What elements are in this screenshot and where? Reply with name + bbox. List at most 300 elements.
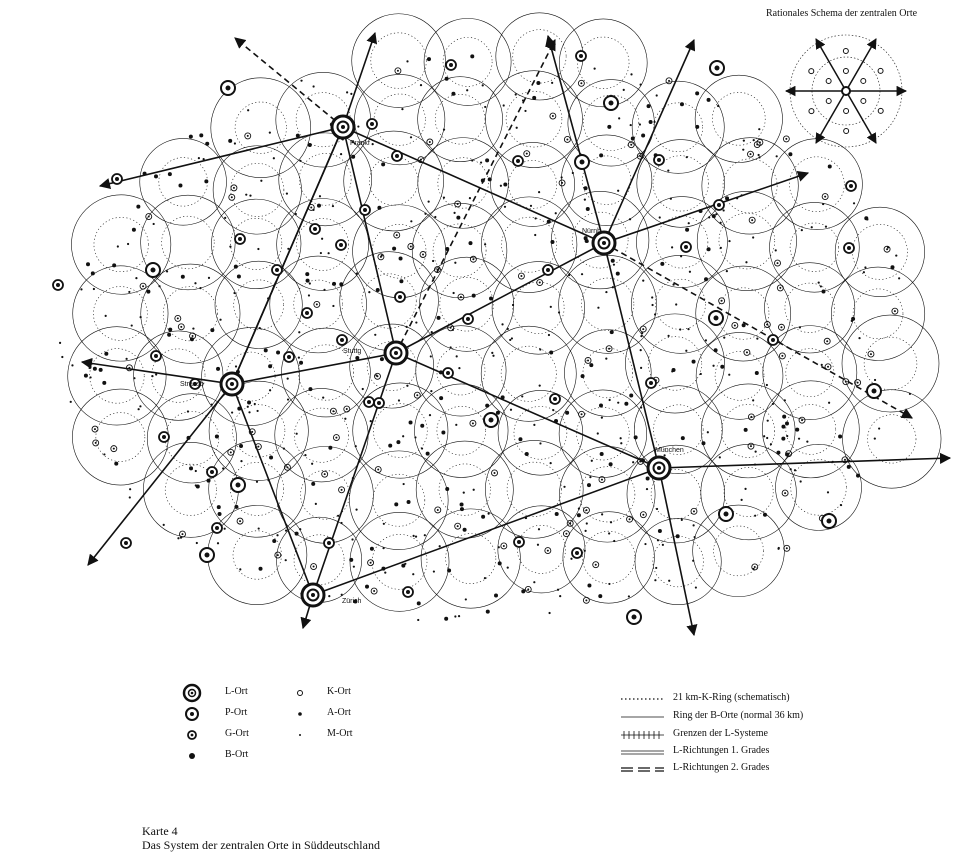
l-ort-marker — [385, 342, 407, 364]
m-ort-dot — [685, 350, 687, 352]
m-ort-dot — [404, 563, 406, 565]
a-ort-dot — [485, 158, 489, 162]
k-ort-marker — [579, 411, 585, 417]
m-ort-dot — [257, 248, 259, 250]
m-ort-dot — [720, 247, 722, 249]
a-ort-dot — [525, 452, 529, 456]
m-ort-dot — [667, 335, 669, 337]
g-ort-marker — [446, 60, 456, 70]
k-ort-marker — [824, 338, 830, 344]
m-ort-dot — [770, 443, 772, 445]
a-ort-dot — [720, 365, 724, 369]
k-ort-ring — [581, 278, 634, 331]
a-ort-dot — [456, 216, 460, 220]
k-ort-ring — [159, 158, 208, 207]
m-ort-dot — [561, 176, 563, 178]
m-ort-dot — [351, 538, 353, 540]
m-ort-dot — [247, 406, 249, 408]
k-ort-ring — [864, 337, 917, 390]
m-ort-dot — [584, 550, 586, 552]
a-ort-dot — [114, 462, 118, 466]
g-ort-marker — [364, 397, 374, 407]
m-ort-dot — [443, 197, 445, 199]
m-ort-dot — [656, 94, 658, 96]
m-ort-dot — [640, 84, 642, 86]
m-ort-dot — [269, 389, 271, 391]
m-ort-dot — [299, 528, 301, 530]
m-ort-dot — [557, 589, 559, 591]
p-ort-marker — [710, 61, 724, 75]
k-ort-ring — [369, 157, 418, 206]
m-ort-dot — [550, 306, 552, 308]
l-direction-line — [232, 127, 343, 384]
k-ort-marker — [545, 548, 551, 554]
k-ort-ring — [233, 531, 281, 579]
a-ort-dot — [503, 183, 507, 187]
m-ort-dot — [346, 91, 348, 93]
g-ort-marker — [443, 368, 453, 378]
m-ort-dot — [530, 205, 532, 207]
a-ort-dot — [104, 352, 108, 356]
m-ort-dot — [432, 260, 434, 262]
k-ort-marker — [775, 260, 781, 266]
a-ort-dot — [565, 411, 569, 415]
m-ort-dot — [103, 453, 105, 455]
m-ort-dot — [693, 524, 695, 526]
m-ort-dot — [133, 377, 135, 379]
m-ort-dot — [273, 157, 275, 159]
m-ort-dot — [758, 154, 760, 156]
b-ort-ring — [270, 256, 367, 353]
b-ort-ring — [634, 386, 722, 474]
m-ort-dot — [439, 545, 441, 547]
k-ort-marker — [435, 507, 441, 513]
b-ort-ring — [72, 389, 168, 485]
m-ort-dot — [767, 420, 769, 422]
k-ort-marker — [784, 545, 790, 551]
m-ort-dot — [524, 110, 526, 112]
b-ort-ring — [843, 390, 941, 488]
k-ort-ring — [714, 526, 764, 576]
a-ort-dot — [445, 77, 449, 81]
m-ort-dot — [217, 542, 219, 544]
a-ort-dot — [856, 474, 860, 478]
g-ort-marker — [681, 242, 691, 252]
m-ort-dot — [700, 373, 702, 375]
m-ort-dot — [406, 60, 408, 62]
a-ort-dot — [272, 539, 276, 543]
m-ort-dot — [675, 303, 677, 305]
a-ort-dot — [349, 558, 353, 562]
m-ort-dot — [659, 216, 661, 218]
p-ort-marker — [200, 548, 214, 562]
l-ort-marker — [332, 116, 354, 138]
b-ort-ring — [416, 326, 506, 416]
a-ort-dot — [189, 466, 193, 470]
m-ort-dot — [742, 149, 744, 151]
a-ort-dot — [864, 216, 868, 220]
k-ort-marker — [666, 78, 672, 84]
m-ort-dot — [424, 534, 426, 536]
m-ort-dot — [315, 503, 317, 505]
a-ort-dot — [196, 484, 200, 488]
k-ort-ring — [94, 217, 148, 271]
a-ort-dot — [781, 425, 785, 429]
g-ort-marker — [112, 174, 122, 184]
b-ort-ring — [492, 262, 585, 355]
m-ort-dot — [412, 573, 414, 575]
p-ort-marker — [867, 384, 881, 398]
b-ort-ring — [481, 326, 576, 421]
m-ort-dot — [510, 409, 512, 411]
a-ort-dot — [216, 367, 220, 371]
a-ort-dot — [380, 357, 384, 361]
k-ort-marker — [822, 194, 828, 200]
m-ort-dot — [794, 469, 796, 471]
a-ort-symbol — [298, 712, 302, 716]
g-ort-marker — [207, 467, 217, 477]
m-ort-dot — [259, 327, 261, 329]
a-ort-dot — [634, 435, 638, 439]
k-ort-marker — [537, 280, 543, 286]
a-ort-dot — [317, 204, 321, 208]
m-ort-dot — [639, 123, 641, 125]
k-ort-marker — [640, 512, 646, 518]
m-ort-dot — [539, 385, 541, 387]
l-direction-line — [82, 362, 232, 384]
k-ort-marker — [606, 346, 612, 352]
g-ort-marker — [121, 538, 131, 548]
a-ort-dot — [417, 601, 421, 605]
a-ort-dot — [498, 561, 502, 565]
m-ort-dot — [654, 313, 656, 315]
k-ort-marker — [583, 507, 589, 513]
a-ort-dot — [646, 476, 650, 480]
m-ort-dot — [454, 615, 456, 617]
a-ort-dot — [218, 512, 222, 516]
a-ort-dot — [763, 513, 767, 517]
legend-label-a-ort: A-Ort — [327, 707, 351, 718]
k-ort-marker — [578, 80, 584, 86]
m-ort-dot — [260, 180, 262, 182]
k-ort-marker — [455, 201, 461, 207]
a-ort-dot — [616, 272, 620, 276]
m-ort-dot — [417, 619, 419, 621]
a-ort-dot — [407, 500, 411, 504]
inset-place — [843, 69, 848, 74]
m-ort-dot — [320, 252, 322, 254]
m-ort-dot — [657, 539, 659, 541]
m-ort-dot — [328, 595, 330, 597]
m-ort-dot — [504, 206, 506, 208]
b-ort-ring — [481, 197, 577, 293]
m-ort-dot — [628, 595, 630, 597]
a-ort-dot — [496, 411, 500, 415]
m-ort-dot — [688, 222, 690, 224]
m-ort-dot — [887, 246, 889, 248]
k-ort-marker — [333, 435, 339, 441]
m-ort-dot — [533, 424, 535, 426]
m-ort-dot — [758, 156, 760, 158]
b-ort-ring — [349, 451, 448, 550]
a-ort-dot — [463, 528, 467, 532]
p-ort-marker — [231, 478, 245, 492]
a-ort-dot — [239, 444, 243, 448]
m-ort-dot — [515, 93, 517, 95]
l-direction-line — [548, 36, 604, 243]
a-ort-dot — [649, 120, 653, 124]
city-labels — [180, 140, 684, 605]
m-ort-dot — [584, 199, 586, 201]
m-ort-dot — [503, 104, 505, 106]
a-ort-dot — [234, 265, 238, 269]
m-ort-dot — [818, 282, 820, 284]
m-ort-dot — [195, 470, 197, 472]
m-ort-dot — [177, 537, 179, 539]
k-ort-ring — [502, 217, 557, 272]
a-ort-dot — [838, 434, 842, 438]
m-ort-dot — [129, 496, 131, 498]
g-ort-marker — [159, 432, 169, 442]
m-ort-dot — [463, 492, 465, 494]
m-ort-dot — [644, 543, 646, 545]
k-ort-marker — [567, 520, 573, 526]
a-ort-dot — [247, 400, 251, 404]
m-ort-dot — [153, 223, 155, 225]
k-ort-marker — [179, 531, 185, 537]
m-ort-dot — [350, 93, 352, 95]
a-ort-dot — [210, 328, 214, 332]
k-ort-marker — [178, 324, 184, 330]
m-ort-dot — [597, 432, 599, 434]
a-ort-dot — [189, 135, 193, 139]
m-ort-dot — [433, 570, 435, 572]
a-ort-dot — [181, 275, 185, 279]
m-ort-dot — [341, 594, 343, 596]
b-ort-ring — [71, 195, 170, 294]
inset-direction-line — [846, 91, 876, 143]
k-ort-marker — [140, 283, 146, 289]
m-ort-dot — [401, 108, 403, 110]
k-ort-marker — [778, 324, 784, 330]
m-ort-dot — [695, 586, 697, 588]
k-ort-marker — [322, 471, 328, 477]
k-ort-marker — [378, 254, 384, 260]
m-ort-dot — [653, 121, 655, 123]
m-ort-dot — [594, 68, 596, 70]
m-ort-dot — [608, 532, 610, 534]
a-ort-dot — [268, 364, 272, 368]
m-ort-dot — [337, 515, 339, 517]
m-ort-dot — [125, 358, 127, 360]
m-ort-dot — [681, 519, 683, 521]
m-ort-dot — [662, 544, 664, 546]
a-ort-dot — [396, 440, 400, 444]
m-ort-dot — [256, 410, 258, 412]
a-ort-dot — [168, 172, 172, 176]
k-ort-ring — [446, 533, 496, 583]
m-ort-dot — [258, 527, 260, 529]
inset-title: Rationales Schema der zentralen Orte — [766, 8, 918, 19]
k-ort-ring — [371, 33, 427, 89]
b-ort-ring — [418, 138, 509, 229]
a-ort-dot — [365, 585, 369, 589]
m-ort-dot — [455, 424, 457, 426]
m-ort-dot — [654, 579, 656, 581]
m-ort-dot — [403, 483, 405, 485]
g-ort-marker — [374, 398, 384, 408]
l-direction-line — [313, 468, 659, 595]
a-ort-dot — [178, 183, 182, 187]
g-ort-marker — [714, 200, 724, 210]
m-ort-dot — [717, 105, 719, 107]
m-ort-dot — [712, 365, 714, 367]
m-ort-dot — [671, 246, 673, 248]
a-ort-dot — [782, 415, 786, 419]
a-ort-dot — [494, 593, 498, 597]
m-ort-dot — [240, 460, 242, 462]
m-ort-dot — [482, 84, 484, 86]
m-ort-dot — [488, 513, 490, 515]
a-ort-dot — [228, 139, 232, 143]
l-direction-line — [343, 127, 396, 353]
m-ort-dot — [234, 142, 236, 144]
a-ort-dot — [190, 337, 194, 341]
k-ort-ring — [501, 346, 556, 401]
a-ort-dot — [685, 228, 689, 232]
m-ort-dot — [612, 286, 614, 288]
m-ort-dot — [775, 249, 777, 251]
a-ort-dot — [91, 271, 95, 275]
g-ort-marker — [463, 314, 473, 324]
l-direction-line — [235, 38, 343, 127]
k-ort-marker — [420, 252, 426, 258]
m-ort-dot — [758, 128, 760, 130]
inset-place — [878, 108, 883, 113]
legend-label-b-ring: Ring der B-Orte (normal 36 km) — [673, 710, 804, 721]
m-ort-dot — [466, 89, 468, 91]
m-ort-dot — [640, 349, 642, 351]
m-ort-dot — [312, 85, 314, 87]
b-ort-ring — [353, 205, 446, 298]
m-ort-dot — [655, 567, 657, 569]
m-ort-dot — [551, 82, 553, 84]
l-direction-line — [343, 127, 604, 243]
a-ort-dot — [444, 617, 448, 621]
m-ort-dot — [632, 461, 634, 463]
g-ort-marker — [846, 181, 856, 191]
m-ort-dot — [820, 285, 822, 287]
m-ort-dot — [198, 157, 200, 159]
m-ort-dot — [743, 140, 745, 142]
a-ort-dot — [788, 152, 792, 156]
k-ort-ring — [162, 216, 215, 269]
m-ort-dot — [646, 488, 648, 490]
m-ort-dot — [332, 305, 334, 307]
b-ort-ring — [141, 264, 240, 363]
city-label-muenchen: München — [655, 447, 684, 454]
m-ort-dot — [249, 195, 251, 197]
a-ort-dot — [489, 297, 493, 301]
m-ort-dot — [370, 420, 372, 422]
city-label-frankfurt: Frankf — [350, 140, 370, 147]
a-ort-dot — [328, 446, 332, 450]
m-ort-dot — [534, 217, 536, 219]
m-ort-dot — [254, 403, 256, 405]
m-ort-dot — [89, 367, 91, 369]
k-ort-ring — [299, 153, 351, 205]
legend-label-b-ort: B-Ort — [225, 749, 249, 760]
m-ort-dot — [443, 129, 445, 131]
m-ort-dot — [224, 528, 226, 530]
b-ort-ring — [485, 440, 583, 538]
a-ort-dot — [681, 436, 685, 440]
k-ort-marker — [524, 151, 530, 157]
m-ort-dot — [630, 124, 632, 126]
m-ort-dot — [755, 450, 757, 452]
a-ort-dot — [611, 259, 615, 263]
a-ort-dot — [234, 505, 238, 509]
m-ort-dot — [406, 326, 408, 328]
k-ort-ring — [517, 525, 565, 573]
m-ort-dot — [353, 566, 355, 568]
b-ort-symbol — [189, 753, 195, 759]
m-ort-dot — [414, 436, 416, 438]
a-ort-dot — [587, 483, 591, 487]
a-ort-dot — [714, 348, 718, 352]
p-ort-marker — [575, 155, 589, 169]
g-ort-marker — [302, 308, 312, 318]
m-ort-dot — [199, 287, 201, 289]
m-ort-dot — [332, 205, 334, 207]
m-ort-dot — [484, 106, 486, 108]
a-ort-dot — [136, 205, 140, 209]
k-ort-ring — [786, 349, 834, 397]
p-ort-marker — [604, 96, 618, 110]
m-ort-dot — [708, 216, 710, 218]
inset-place — [809, 69, 814, 74]
a-ort-dot — [445, 487, 449, 491]
m-ort-dot — [898, 277, 900, 279]
a-ort-dot — [332, 282, 336, 286]
k-ort-ring — [507, 462, 561, 516]
l-direction-line — [604, 243, 659, 468]
k-ort-marker — [470, 420, 476, 426]
legend-label-l-direction-2: L-Richtungen 2. Grades — [673, 762, 770, 773]
m-ort-dot — [752, 236, 754, 238]
m-ort-dot — [548, 612, 550, 614]
g-ort-marker — [310, 224, 320, 234]
a-ort-dot — [409, 420, 413, 424]
a-ort-dot — [629, 393, 633, 397]
a-ort-dot — [306, 279, 310, 283]
m-ort-dot — [269, 132, 271, 134]
k-ort-marker — [314, 301, 320, 307]
m-ort-dot — [741, 499, 743, 501]
inset-direction-line — [846, 39, 876, 91]
l-direction-line — [396, 243, 604, 353]
k-ort-marker — [783, 136, 789, 142]
a-ort-dot — [370, 547, 374, 551]
k-ort-marker — [799, 417, 805, 423]
m-ort-dot — [601, 417, 603, 419]
m-ort-dot — [863, 271, 865, 273]
m-ort-dot — [453, 292, 455, 294]
m-ort-dot — [642, 280, 644, 282]
m-ort-dot — [368, 291, 370, 293]
m-ort-dot — [453, 212, 455, 214]
m-ort-dot — [450, 346, 452, 348]
